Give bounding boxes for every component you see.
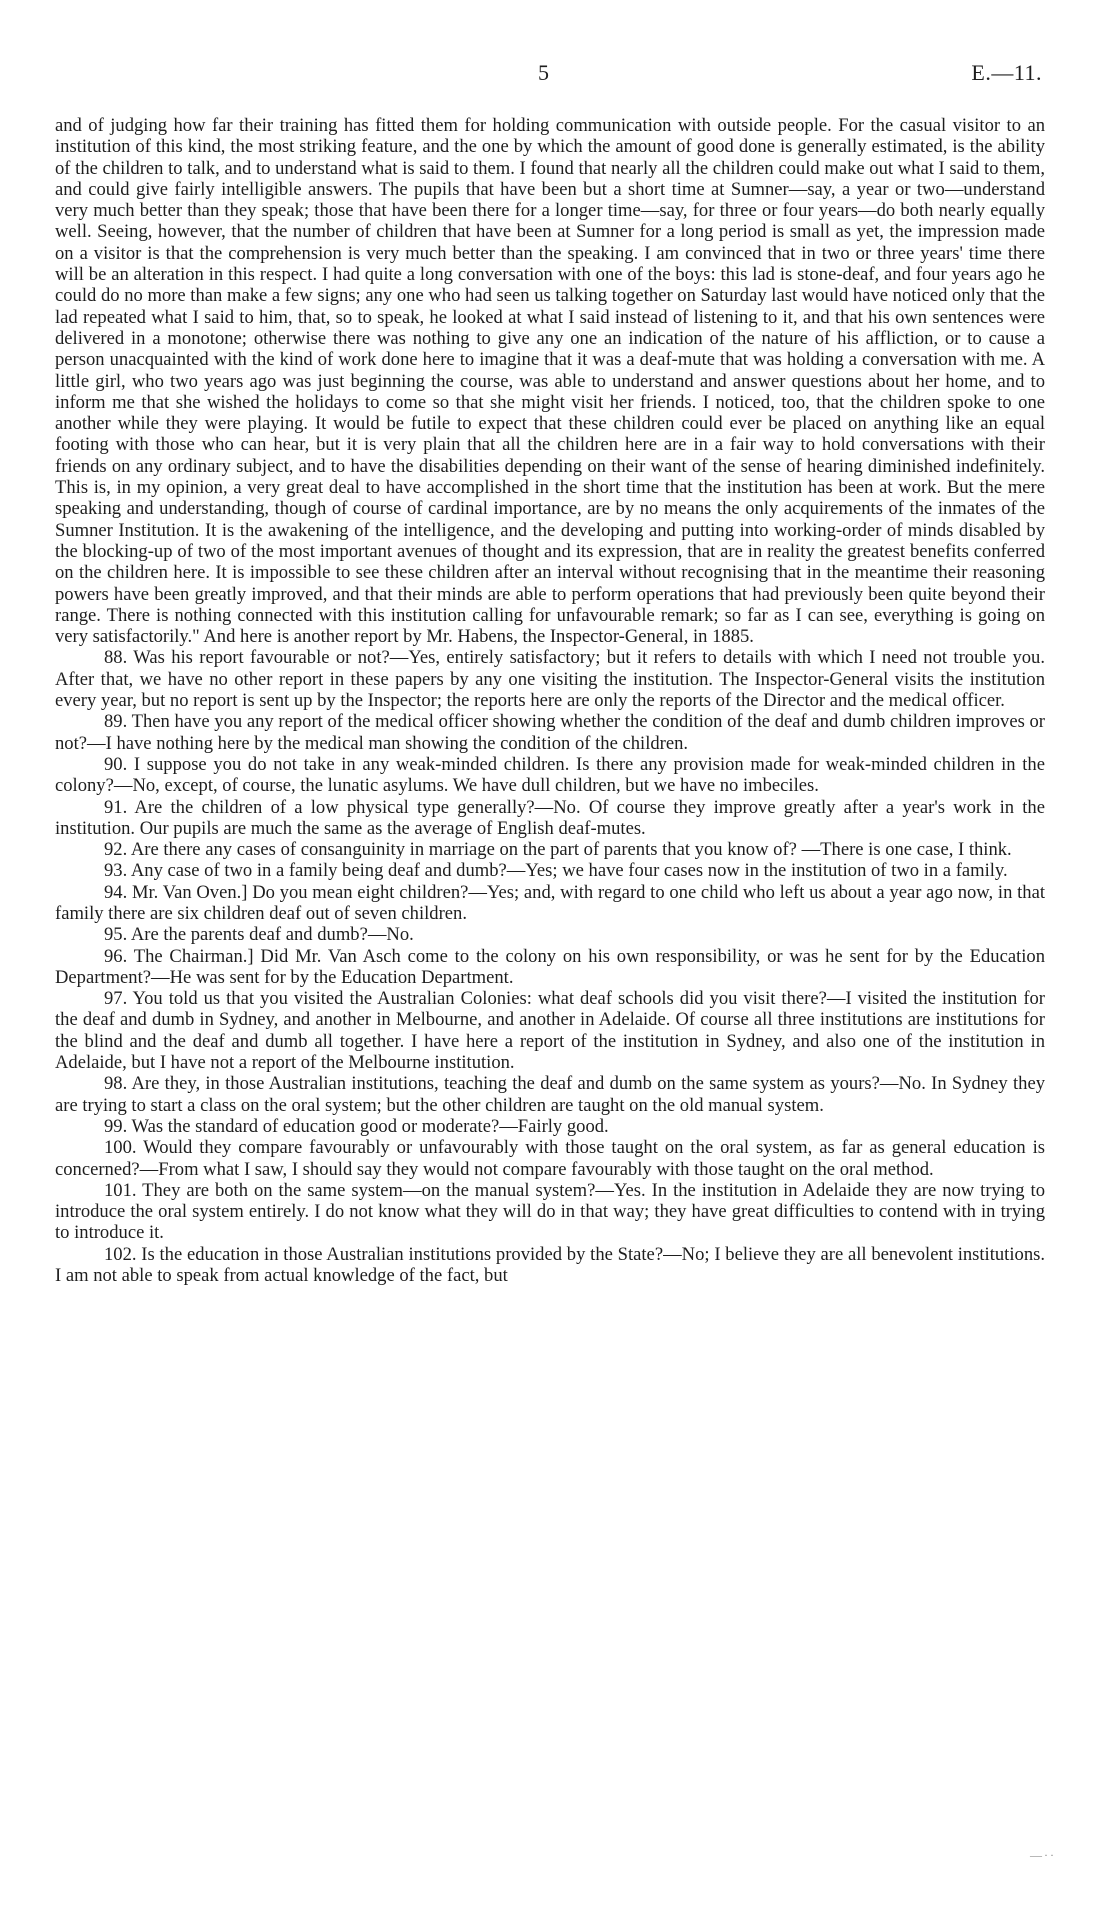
paragraph-q92: 92. Are there any cases of consanguinity in marriage on the part of parents that you know of? —There is one case, I think. [104,839,1012,861]
paragraph-q93: 93. Any case of two in a family being deaf and dumb?—Yes; we have four cases now in the institution of two in a family. [104,860,1008,882]
paragraph-q90: 90. I suppose you do not take in any weak-minded children. Is there any provision made for weak-minded children in the colony?—No, except, of course, the lunatic asylums. We have dull children, but we have no imbeciles. [55,753,1045,797]
paragraph-q99: 99. Was the standard of education good or moderate?—Fairly good. [104,1115,609,1137]
paragraph-q89: 89. Then have you any report of the medical officer showing whether the condition of the deaf and dumb children improves or not?—I have nothing here by the medical man showing the condition of the children. [55,711,1045,754]
paragraph-q95: 95. Are the parents deaf and dumb?—No. [104,924,414,946]
paragraph-q100: 100. Would they compare favourably or unfavourably with those taught on the oral system, as far as general education is concerned?—From what I saw, I should say they would not compare favourably with those taught on the oral method. [55,1137,1045,1180]
paragraph-q96: 96. The Chairman.] Did Mr. Van Asch come to the colony on his own responsibility, or was he sent for by the Education Department?—He was sent for by the Education Department. [55,945,1045,988]
paragraph-q97: 97. You told us that you visited the Australian Colonies: what deaf schools did you visit there?—I visited the institution for the deaf and dumb in Sydney, and another in Melbourne, and another in Adelaide. Of course all three institutions are institutions for the blind and the deaf and dumb all together. I have here a report of the institution in Sydney, and also one of the institution in Adelaide, but I have not a report of the Melbourne institution. [55,988,1045,1074]
paragraph-q98: 98. Are they, in those Australian institutions, teaching the deaf and dumb on the same system as yours?—No. In Sydney they are trying to start a class on the oral system; but the other children are taught on the old manual system. [55,1073,1045,1116]
paragraph-q102: 102. Is the education in those Australian institutions provided by the State?—No; I believe they are all benevolent institutions. I am not able to speak from actual knowledge of the fact, but [55,1243,1045,1287]
printer-mark: —·· [1030,1848,1056,1862]
paragraph-q101: 101. They are both on the same system—on the manual system?—Yes. In the institution in Adelaide they are now trying to introduce the oral system entirely. I do not know what they will do in that way; they have great difficulties to contend with in trying to introduce it. [55,1179,1045,1244]
paragraph-q94: 94. Mr. Van Oven.] Do you mean eight children?—Yes; and, with regard to one child who left us about a year ago now, in that family there are six children deaf out of seven children. [55,881,1045,924]
page-number: 5 [538,60,549,85]
paragraph-q88: 88. Was his report favourable or not?—Yes, entirely satisfactory; but it refers to details with which I need not trouble you. After that, we have no other report in these papers by any one visiting the institution. The Inspector-General visits the institution every year, but no report is sent up by the Inspector; the reports here are only the reports of the Director and the medical officer. [55,647,1045,712]
document-reference: E.—11. [971,60,1042,85]
paragraph-q91: 91. Are the children of a low physical type generally?—No. Of course they improve greatly after a year's work in the institution. Our pupils are much the same as the average of English deaf-mutes. [55,796,1045,839]
body-text [55,115,1045,1286]
paragraph-continuation: and of judging how far their training has fitted them for holding communication with outside people. For the casual visitor to an institution of this kind, the most striking feature, and the one by which the amount of good done is generally estimated, is the ability of the children to talk, and to understand what is said to them. I found that nearly all the children could make out what I said to them, and could give fairly intelligible answers. The pupils that have been but a short time at Sumner—say, a year or two—understand very much better than they speak; those that have been there for a longer time—say, for three or four years—do both nearly equally well. Seeing, however, that the number of children that have been at Sumner for a long period is small as yet, the impression made on a visitor is that the comprehension is very much better than the speaking. I am convinced that in two or three years' time there will be an alteration in this respect. I had quite a long conversation with one of the boys: this lad is stone-deaf, and four years ago he could do no more than make a few signs; any one who had seen us talking together on Saturday last would have noticed only that the lad repeated what I said to him, that, so to speak, he looked at what I said instead of listening to it, and that his own sentences were delivered in a monotone; otherwise there was nothing to give any one an indication of the nature of his affliction, or to cause a person unacquainted with the kind of work done here to imagine that it was a deaf-mute that was holding a conversation with me. A little girl, who two years ago was just beginning the course, was able to understand and answer questions about her home, and to inform me that she wished the holidays to come so that she might visit her friends. I noticed, too, that the children spoke to one another while they were playing. It would be futile to expect that these children could ever be placed on anything like an equal footing with those who can hear, but it is very plain that all the children here are in a fair way to hold conversations with their friends on any ordinary subject, and to have the disabilities depending on their want of the sense of hearing diminished indefinitely. This is, in my opinion, a very great deal to have accomplished in the short time that the institution has been at work. But the mere speaking and understanding, though of course of cardinal importance, are by no means the only acquirements of the inmates of the Sumner Institution. It is the awakening of the intelligence, and the developing and putting into working-order of minds disabled by the blocking-up of two of the most important avenues of thought and its expression, that are in reality the greatest benefits conferred on the children here. It is impossible to see these children after an interval without recognising that in the meantime their reasoning powers have been greatly improved, and that their minds are able to perform operations that had previously been quite beyond their range. There is nothing connected with this institution calling for unfavourable remark; so far as I can see, everything is going on very satisfactorily." And here is another report by Mr. Habens, the Inspector-General, in 1885. [55,115,1045,648]
